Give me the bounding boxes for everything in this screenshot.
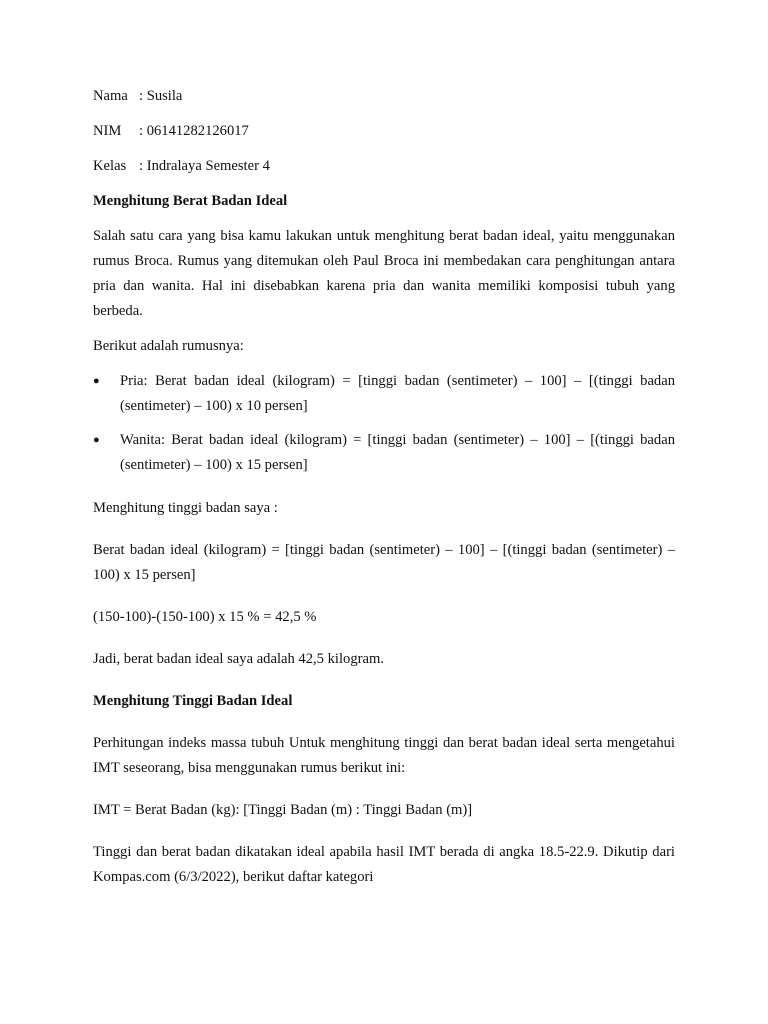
class-label: Kelas [93,158,127,174]
formula-male: Pria: Berat badan ideal (kilogram) = [tinggi badan (sentimeter) – 100] – [(tinggi badan (sentimeter) – 100) x 10 persen] [120,373,675,414]
formula-list [93,369,675,478]
list-item [93,428,675,478]
name-row [93,84,675,109]
calculation-title: Menghitung tinggi badan saya : [93,500,278,516]
section1-intro: Salah satu cara yang bisa kamu lakukan untuk menghitung berat badan ideal, yaitu menggunakan rumus Broca. Rumus yang ditemukan oleh Paul Broca ini membedakan cara penghitungan antara pria dan wanita. Hal ini disebabkan karena pria dan wanita memiliki komposisi tubuh yang berbeda. [93,228,675,319]
name-value: : Susila [139,88,183,104]
document-page [93,84,675,890]
nim-row [93,119,675,144]
section2-heading: Menghitung Tinggi Badan Ideal [93,693,293,709]
section2-closing: Tinggi dan berat badan dikatakan ideal apabila hasil IMT berada di angka 18.5-22.9. Dikutip dari Kompas.com (6/3/2022), berikut daftar kategori [93,844,675,885]
bullet-icon: ● [93,434,100,446]
class-value: : Indralaya Semester 4 [139,158,270,174]
section1-heading: Menghitung Berat Badan Ideal [93,193,288,209]
bullet-icon: ● [93,375,100,387]
class-row [93,154,675,179]
formula-female: Wanita: Berat badan ideal (kilogram) = [tinggi badan (sentimeter) – 100] – [(tinggi badan (sentimeter) – 100) x 15 persen] [120,432,675,473]
calculation-conclusion: Jadi, berat badan ideal saya adalah 42,5 kilogram. [93,651,384,667]
name-label: Nama [93,88,128,104]
list-item [93,369,675,419]
section2-intro: Perhitungan indeks massa tubuh Untuk menghitung tinggi dan berat badan ideal serta mengetahui IMT seseorang, bisa menggunakan rumus berikut ini: [93,735,675,776]
nim-value: : 06141282126017 [139,123,249,139]
nim-label: NIM [93,123,122,139]
imt-formula: IMT = Berat Badan (kg): [Tinggi Badan (m) : Tinggi Badan (m)] [93,802,473,818]
calculation-result: (150-100)-(150-100) x 15 % = 42,5 % [93,609,317,625]
calculation-formula: Berat badan ideal (kilogram) = [tinggi badan (sentimeter) – 100] – [(tinggi badan (sentimeter) – 100) x 15 persen] [93,542,675,583]
formula-lead: Berikut adalah rumusnya: [93,338,244,354]
